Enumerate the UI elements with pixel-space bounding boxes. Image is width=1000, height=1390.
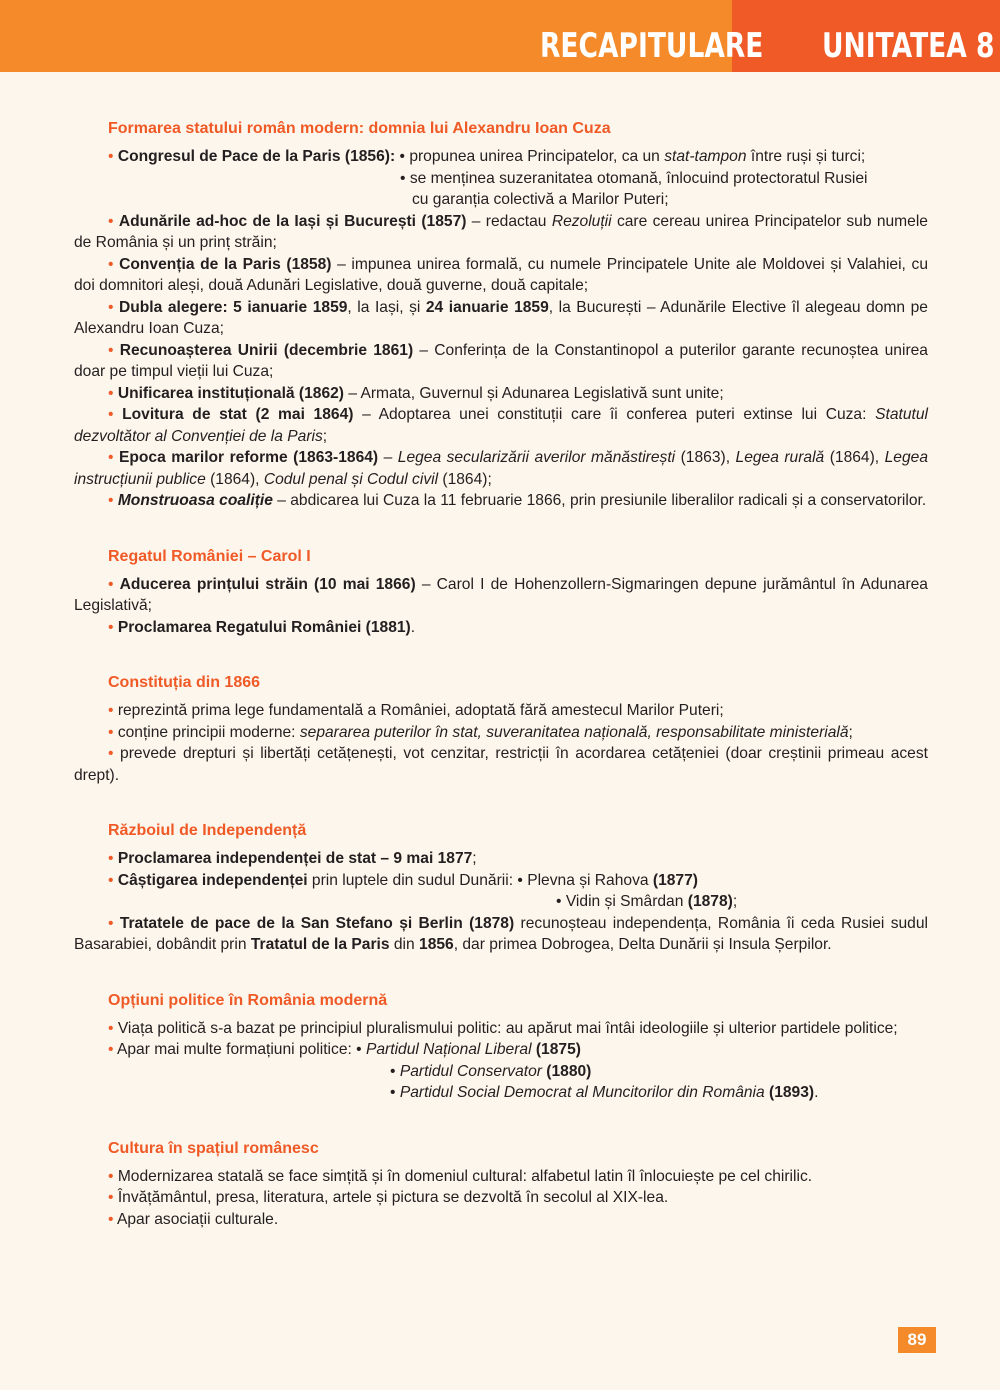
section-constitution — [74, 672, 928, 786]
list-item: • Apar asociații culturale. — [108, 1210, 279, 1228]
list-item-coup: • Lovitura de stat (2 mai 1864) – Adoptarea unei constituții care îi conferea puteri extinse lui Cuza: Statutul dezvoltător al Convenției de la Paris; — [74, 406, 928, 445]
section-culture — [74, 1138, 928, 1231]
section-title: Formarea statului român modern: domnia lui Alexandru Ioan Cuza — [108, 120, 611, 137]
unit-label: UNITATEA 8 — [822, 26, 995, 66]
list-item-reforms: • Epoca marilor reforme (1863-1864) – Legea secularizării averilor mănăstirești (1863), Legea rurală (1864), Legea instrucțiunii publice (1864), Codul penal și Codul civil (1864); — [74, 449, 928, 488]
list-item-parties: • Apar mai multe formațiuni politice: • Partidul Național Liberal (1875) • Partidul Conservator (1880) • Partidul Social Democrat al Muncitorilor din România (1893). — [108, 1041, 819, 1101]
list-item-prince: • Aducerea prințului străin (10 mai 1866) – Carol I de Hohenzollern-Sigmaringen depune jurământul în Adunarea Legislativă; — [74, 575, 928, 614]
section-title: Regatul României – Carol I — [108, 547, 311, 565]
section-title: Cultura în spațiul românesc — [108, 1139, 319, 1157]
list-item: • reprezintă prima lege fundamentală a României, adoptată fără amestecul Marilor Puteri; — [108, 702, 724, 719]
list-item-congress: • Congresul de Pace de la Paris (1856): • propunea unirea Principatelor, ca un stat-tampon între ruși și turci; • se menținea suzeranitatea otomană, înlocuind protectoratul Rusiei cu garanția colectivă a Marilor Puteri; — [108, 148, 868, 208]
list-item-kingdom: • Proclamarea Regatului României (1881). — [108, 618, 416, 636]
list-item-convention: • Convenția de la Paris (1858) – impunea unirea formală, cu numele Principatele Unite ale Moldovei și Valahiei, cu doi domnitori aleși, două Adunări Legislative, două guverne, două capitale; — [74, 255, 928, 294]
list-item-recognition: • Recunoașterea Unirii (decembrie 1861) – Conferința de la Constantinopol a puterilor garante recunoștea unirea doar pe timpul vieții lui Cuza; — [74, 341, 928, 380]
page-number: 89 — [898, 1327, 936, 1353]
section-title: Războiul de Independență — [108, 822, 307, 839]
section-cuza — [74, 118, 928, 512]
list-item-unification: • Unificarea instituțională (1862) – Armata, Guvernul și Adunarea Legislativă sunt unite; — [108, 384, 724, 402]
section-independence — [74, 820, 928, 956]
list-item: • Învățământul, presa, literatura, artele și pictura se dezvoltă în secolul al XIX-lea. — [108, 1189, 669, 1206]
section-title: Constituția din 1866 — [108, 674, 261, 691]
section-kingdom — [74, 546, 928, 639]
section-political-options — [74, 990, 928, 1104]
list-item: • Modernizarea statală se face simțită și în domeniul cultural: alfabetul latin îl înlocuiește pe cel chirilic. — [108, 1167, 813, 1185]
list-item: • prevede drepturi și libertăți cetățenești, vot cenzitar, restricții în acordarea cetățeniei (doar creștinii primeau acest drept). — [74, 745, 928, 784]
page-content — [74, 118, 928, 1264]
list-item-treaties: • Tratatele de pace de la San Stefano și Berlin (1878) recunoșteau independența, România îi ceda Rusiei sudul Basarabiei, dobândit prin Tratatul de la Paris din 1856, dar primea Dobrogea, Delta Dunării și Insula Șerpilor. — [74, 914, 928, 953]
list-item: • conține principii moderne: separarea puterilor în stat, suveranitatea națională, responsabilitate ministerială; — [108, 723, 853, 741]
list-item-coalition: • Monstruoasa coaliție – abdicarea lui Cuza la 11 februarie 1866, prin presiunile liberalilor radicali și a conservatorilor. — [108, 492, 927, 509]
list-item: • Proclamarea independenței de stat – 9 mai 1877; — [108, 850, 477, 867]
list-item-battles: • Câștigarea independenței prin luptele din sudul Dunării: • Plevna și Rahova (1877) • Vidin și Smârdan (1878); — [108, 871, 738, 910]
list-item-double-election: • Dubla alegere: 5 ianuarie 1859, la Iași, și 24 ianuarie 1859, la București – Adunările Elective îl alegeau domn pe Alexandru Ioan Cuza; — [74, 298, 928, 337]
section-title: Opțiuni politice în România modernă — [108, 991, 388, 1009]
list-item: • Viața politică s-a bazat pe principiul pluralismului politic: au apărut mai întâi ideologiile și ulterior partidele politice; — [108, 1019, 898, 1037]
section-label: RECAPITULARE — [540, 26, 764, 66]
list-item-adhoc: • Adunările ad-hoc de la Iași și București (1857) – redactau Rezoluții care cereau unirea Principatelor sub numele de România și un prinț străin; — [74, 212, 928, 251]
